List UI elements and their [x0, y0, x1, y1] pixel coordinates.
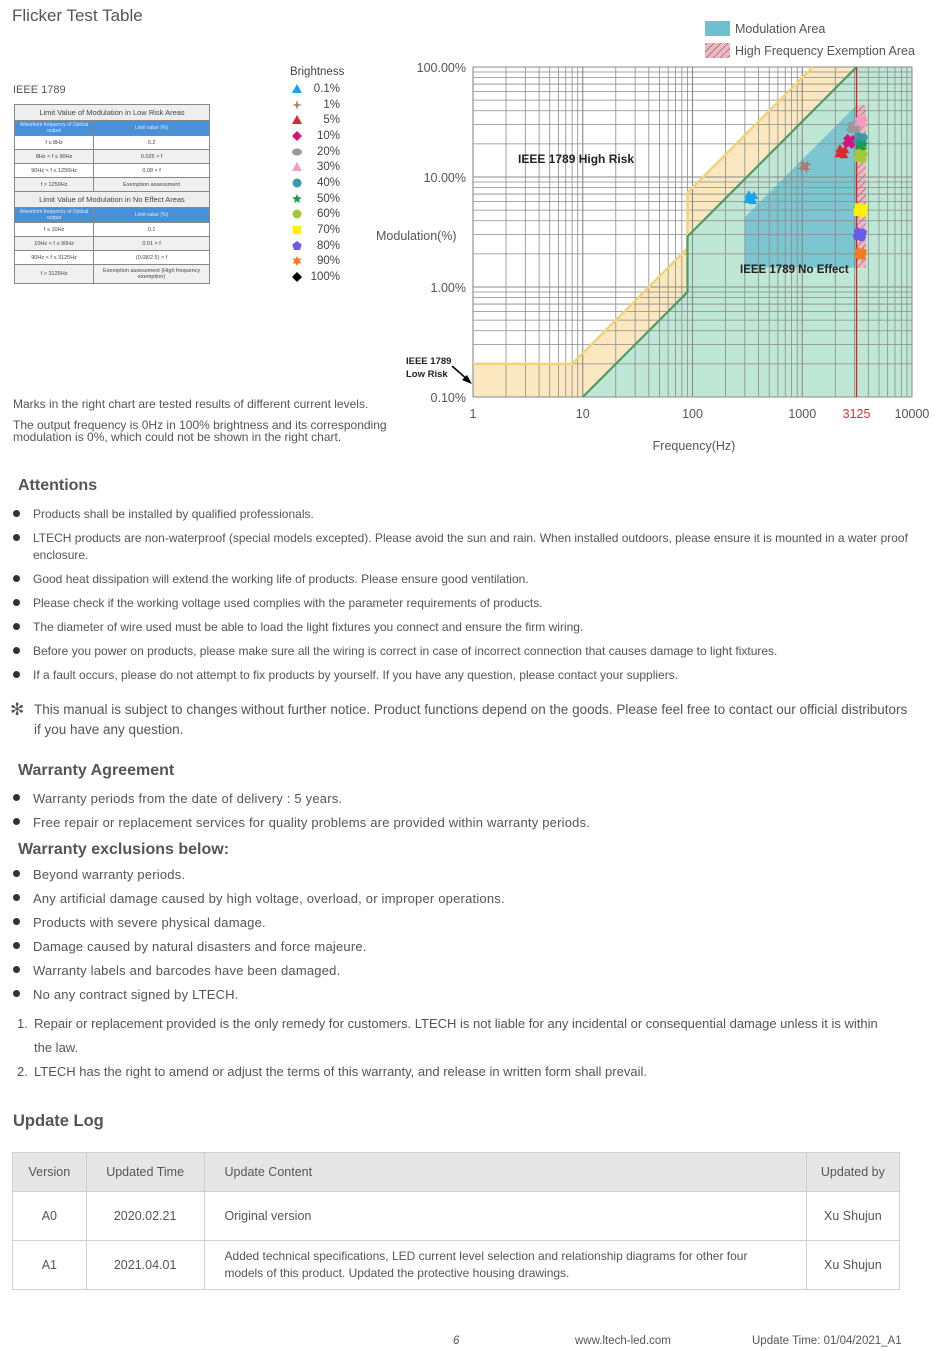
cell: 90Hz < f ≤ 3125Hz — [15, 251, 94, 265]
low-risk-zone-label-line1: IEEE 1789 — [406, 356, 452, 367]
bullet-icon — [13, 599, 20, 606]
bullet-icon — [13, 942, 20, 949]
list-item — [13, 619, 913, 636]
cell: f ≤ 10Hz — [15, 223, 94, 237]
cell: (0.08/2.5) × f — [94, 251, 210, 265]
data-point-40pct — [855, 132, 863, 140]
cell: Exemption assessment (High frequency exemption) — [94, 265, 210, 284]
list-item — [13, 790, 913, 808]
update-log-table — [12, 1152, 900, 1290]
x-tick-label: 100 — [682, 407, 703, 421]
list-item — [13, 814, 913, 832]
page-number: 6 — [453, 1335, 460, 1347]
legend-label: 5% — [323, 114, 340, 127]
list-item — [13, 866, 913, 884]
list-item-text: The diameter of wire used must be able to load the light fixtures you connect and ensure the firm wiring. — [33, 620, 584, 634]
warranty-exclusions-list — [13, 866, 913, 1010]
list-item — [13, 667, 913, 684]
attentions-heading: Attentions — [18, 477, 98, 494]
marks-note: Marks in the right chart are tested results of different current levels. — [13, 397, 369, 411]
bullet-icon — [13, 623, 20, 630]
x-tick-label: 1000 — [788, 407, 817, 421]
cell-updated-by: Xu Shujun — [806, 1192, 899, 1241]
y-tick-label: 10.00% — [423, 171, 466, 185]
list-item-text: If a fault occurs, please do not attempt to fix products by yourself. If you have any question, please contact your suppliers. — [33, 668, 679, 682]
x-tick-label: 10000 — [894, 407, 930, 421]
col-update-content: Update Content — [204, 1153, 806, 1192]
col-updated-time: Updated Time — [86, 1153, 204, 1192]
cell-update-content: Added technical specifications, LED current level selection and relationship diagrams for other four models of this product. Updated the protective housing drawings. — [204, 1241, 806, 1290]
manual-change-note — [10, 700, 914, 740]
list-item — [13, 914, 913, 932]
list-item-text: LTECH products are non-waterproof (special models excepted). Please avoid the sun and rain. When installed outdoors, please ensure it is mounted in a water proof enclosure. — [33, 531, 908, 562]
y-tick-label: 1.00% — [430, 281, 466, 295]
list-item — [13, 595, 913, 612]
cell: 90Hz < f ≤ 1250Hz — [15, 164, 94, 178]
list-item-text: Warranty labels and barcodes have been damaged. — [33, 963, 341, 978]
cell-updated-time: 2021.04.01 — [86, 1241, 204, 1290]
exemption-area-swatch — [705, 43, 730, 58]
brightness-legend-title: Brightness — [290, 66, 345, 78]
manual-change-note-text: This manual is subject to changes without further notice. Product functions depend on the goods. Please feel free to contact our official distributors if you have any question. — [34, 702, 908, 737]
list-item — [13, 571, 913, 588]
col-version: Version — [13, 1153, 87, 1192]
zero-frequency-note: The output frequency is 0Hz in 100% brightness and its corresponding modulation is 0%, which could not be shown in the right chart. — [13, 418, 387, 444]
y-tick-label: 0.10% — [430, 391, 466, 405]
bullet-icon — [13, 966, 20, 973]
warranty-heading: Warranty Agreement — [18, 762, 175, 779]
item-number: 1. — [17, 1016, 28, 1031]
table-row — [13, 1241, 900, 1290]
low-risk-header-limit: Limit value (%) — [94, 121, 210, 136]
table-row — [13, 1192, 900, 1241]
modulation-area-legend-label: Modulation Area — [735, 22, 826, 36]
legend-label: 70% — [316, 224, 340, 237]
cell: 10Hz < f ≤ 90Hz — [15, 237, 94, 251]
high-risk-zone-label: IEEE 1789 High Risk — [518, 152, 635, 166]
footer-update-time: Update Time: 01/04/2021_A1 — [752, 1335, 902, 1347]
cell: f > 3125Hz — [15, 265, 94, 284]
list-item-text: Free repair or replacement services for quality problems are provided within warranty periods. — [33, 815, 591, 830]
legend-label: 100% — [310, 271, 340, 284]
list-item — [13, 890, 913, 908]
list-item-text: Any artificial damage caused by high voltage, overload, or improper operations. — [33, 891, 505, 906]
warranty-exclusions-heading: Warranty exclusions below: — [18, 841, 230, 858]
asterisk-icon: ✻ — [10, 700, 25, 719]
numbered-item — [14, 1060, 894, 1084]
cell: 0.01 × f — [94, 237, 210, 251]
x-axis-label: Frequency(Hz) — [652, 439, 736, 453]
data-point-70pct — [855, 203, 863, 211]
cell-version: A1 — [13, 1241, 87, 1290]
bullet-icon — [13, 510, 20, 517]
cell: f > 1250Hz — [15, 178, 94, 192]
footer-website[interactable]: www.ltech-led.com — [575, 1335, 671, 1347]
data-point-60pct — [855, 149, 863, 157]
x-tick-label: 3125 — [842, 407, 871, 421]
legend-label: 30% — [316, 161, 340, 174]
update-log-heading: Update Log — [13, 1112, 104, 1130]
list-item-text: Beyond warranty periods. — [33, 867, 186, 882]
legend-label: 10% — [316, 129, 340, 142]
attentions-list — [13, 506, 913, 691]
list-item — [13, 986, 913, 1004]
cell: 0.08 × f — [94, 164, 210, 178]
bullet-icon — [13, 918, 20, 925]
list-item — [13, 938, 913, 956]
page-title: Flicker Test Table — [12, 6, 143, 25]
y-tick-label: 100.00% — [416, 61, 466, 75]
bullet-icon — [13, 671, 20, 678]
list-item-text: Products shall be installed by qualified professionals. — [33, 507, 314, 521]
modulation-area-swatch — [705, 21, 730, 36]
list-item-text: Please check if the working voltage used complies with the parameter requirements of products. — [33, 596, 543, 610]
list-item-text: No any contract signed by LTECH. — [33, 987, 239, 1002]
list-item — [13, 962, 913, 980]
list-item — [13, 643, 913, 660]
legend-label: 60% — [316, 208, 340, 221]
cell: f ≤ 8Hz — [15, 136, 94, 150]
bullet-icon — [13, 647, 20, 654]
y-axis-label: Modulation(%) — [376, 229, 457, 243]
legend-label: 0.1% — [313, 82, 340, 95]
no-effect-caption: Limit Value of Modulation in No Effect Areas — [15, 192, 210, 208]
low-risk-zone-label-line2: Low Risk — [406, 369, 448, 380]
list-item-text: Products with severe physical damage. — [33, 915, 266, 930]
warranty-terms-list — [14, 1012, 894, 1084]
warranty-list — [13, 790, 913, 838]
bullet-icon — [13, 818, 20, 825]
cell: 0.1 — [94, 223, 210, 237]
bullet-icon — [13, 534, 20, 541]
bullet-icon — [13, 575, 20, 582]
low-risk-caption: Limit Value of Modulation in Low Risk Areas — [15, 105, 210, 121]
cell-updated-by: Xu Shujun — [806, 1241, 899, 1290]
flicker-chart — [0, 0, 936, 460]
bullet-icon — [13, 894, 20, 901]
list-item-text: Before you power on products, please make sure all the wiring is correct in case of incorrect connection that causes damage to light fixtures. — [33, 644, 778, 658]
list-item — [13, 530, 913, 564]
no-effect-zone-label: IEEE 1789 No Effect — [740, 264, 849, 276]
no-effect-header-freq: Waveform frequency of Optical output — [15, 208, 94, 223]
ieee-label: IEEE 1789 — [13, 84, 66, 96]
cell: Exemption assessment — [94, 178, 210, 192]
item-number: 2. — [17, 1064, 28, 1079]
numbered-item-text: LTECH has the right to amend or adjust the terms of this warranty, and release in written form shall prevail. — [34, 1064, 647, 1079]
cell-version: A0 — [13, 1192, 87, 1241]
list-item — [13, 506, 913, 523]
numbered-item — [14, 1012, 894, 1060]
list-item-text: Good heat dissipation will extend the working life of products. Please ensure good ventilation. — [33, 572, 529, 586]
bullet-icon — [13, 794, 20, 801]
legend-label: 90% — [316, 255, 340, 268]
legend-label: 80% — [316, 239, 340, 252]
no-effect-header-limit: Limit value (%) — [94, 208, 210, 223]
x-tick-label: 10 — [575, 407, 590, 421]
list-item-text: Warranty periods from the date of delivery : 5 years. — [33, 791, 343, 806]
bullet-icon — [13, 870, 20, 877]
low-risk-header-freq: Waveform frequency of Optical output — [15, 121, 94, 136]
cell: 8Hz < f ≤ 90Hz — [15, 150, 94, 164]
numbered-item-text: Repair or replacement provided is the only remedy for customers. LTECH is not liable for any incidental or consequential damage unless it is within the law. — [34, 1016, 878, 1055]
exemption-area-legend-label: High Frequency Exemption Area — [735, 44, 915, 58]
legend-label: 20% — [316, 145, 340, 158]
x-tick-label: 1 — [469, 407, 477, 421]
cell-update-content: Original version — [204, 1192, 806, 1241]
cell: 0.025 × f — [94, 150, 210, 164]
cell: 0.2 — [94, 136, 210, 150]
legend-label: 50% — [316, 192, 340, 205]
legend-label: 1% — [323, 98, 340, 111]
bullet-icon — [13, 990, 20, 997]
col-updated-by: Updated by — [806, 1153, 899, 1192]
list-item-text: Damage caused by natural disasters and force majeure. — [33, 939, 367, 954]
legend-label: 40% — [316, 176, 340, 189]
cell-updated-time: 2020.02.21 — [86, 1192, 204, 1241]
